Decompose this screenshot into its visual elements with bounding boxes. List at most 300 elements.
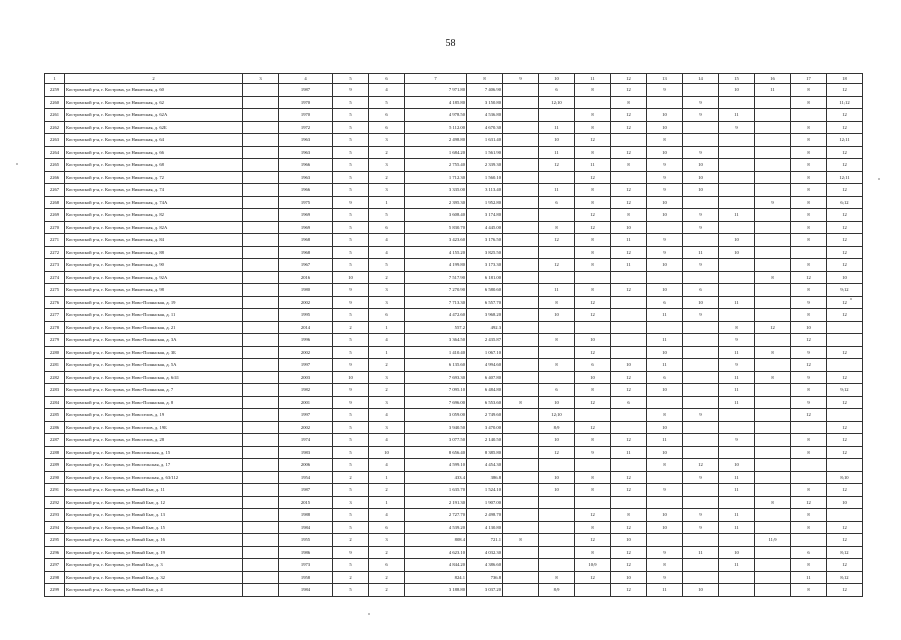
table-cell: 9: [333, 384, 369, 397]
table-cell: 9: [647, 546, 683, 559]
table-cell: 3: [369, 159, 405, 172]
table-cell: [503, 446, 539, 459]
table-cell: 8: [791, 159, 827, 172]
table-cell: 2: [369, 484, 405, 497]
table-cell: [683, 196, 719, 209]
table-cell: 6: [539, 84, 575, 97]
column-number: 17: [791, 74, 827, 84]
table-cell: 5: [333, 259, 369, 272]
table-cell: 12: [827, 484, 863, 497]
table-row: [45, 509, 863, 522]
table-cell: [755, 209, 791, 222]
table-cell: 10: [647, 284, 683, 297]
table-cell: [719, 221, 755, 234]
table-cell: 12: [539, 259, 575, 272]
table-cell: 2: [333, 321, 369, 334]
table-cell: 10: [719, 246, 755, 259]
scan-speck: [850, 298, 852, 300]
table-cell: 6 484.80: [467, 384, 503, 397]
table-cell: 4 185.80: [405, 96, 467, 109]
table-cell: [503, 196, 539, 209]
table-cell: 11: [719, 384, 755, 397]
row-number-cell: 2294: [45, 521, 65, 534]
column-number: 7: [405, 74, 467, 84]
address-cell: Костромской р-н, г. Кострома, ул Никитская, д. 74: [65, 184, 243, 197]
table-cell: 10: [719, 459, 755, 472]
table-cell: 1969: [279, 221, 333, 234]
table-cell: 8: [791, 584, 827, 597]
table-cell: 8: [539, 334, 575, 347]
table-cell: 8: [791, 384, 827, 397]
scan-speck: [16, 163, 18, 165]
table-cell: 6: [369, 109, 405, 122]
table-row: [45, 221, 863, 234]
table-cell: 8: [575, 184, 611, 197]
table-cell: 12: [827, 396, 863, 409]
column-number: 1: [45, 74, 65, 84]
table-cell: 10: [827, 271, 863, 284]
table-cell: [683, 234, 719, 247]
table-cell: 2 435.87: [467, 334, 503, 347]
table-cell: [243, 371, 279, 384]
table-row: [45, 371, 863, 384]
row-number-cell: 2268: [45, 196, 65, 209]
table-cell: [243, 146, 279, 159]
table-cell: 9: [791, 396, 827, 409]
table-cell: 5: [333, 246, 369, 259]
table-cell: [243, 271, 279, 284]
table-cell: 736.8: [467, 571, 503, 584]
table-cell: 10: [611, 221, 647, 234]
table-cell: [243, 421, 279, 434]
address-cell: Костромской р-н, г. Кострома, ул Ново-Полянская, д. 11: [65, 309, 243, 322]
table-cell: 2 395.30: [405, 196, 467, 209]
table-cell: 1954: [279, 471, 333, 484]
table-cell: [683, 559, 719, 572]
table-cell: [539, 559, 575, 572]
table-row: [45, 159, 863, 172]
table-cell: 8: [791, 171, 827, 184]
table-cell: 1997: [279, 359, 333, 372]
row-number-cell: 2279: [45, 334, 65, 347]
row-number-cell: 2278: [45, 321, 65, 334]
table-cell: 2: [333, 534, 369, 547]
table-cell: 8: [755, 346, 791, 359]
row-number-cell: 2299: [45, 584, 65, 597]
address-cell: Костромской р-н, г. Кострома, ул Ново-Полянская, д. 5А: [65, 359, 243, 372]
table-cell: [575, 584, 611, 597]
table-cell: 2 498.70: [467, 509, 503, 522]
table-cell: 10: [575, 334, 611, 347]
table-cell: [503, 571, 539, 584]
table-cell: 8: [791, 521, 827, 534]
row-number-cell: 2261: [45, 109, 65, 122]
table-cell: [683, 371, 719, 384]
table-cell: [755, 234, 791, 247]
table-cell: 10: [647, 521, 683, 534]
table-cell: 10: [647, 384, 683, 397]
table-cell: 2015: [279, 496, 333, 509]
table-cell: 808.4: [405, 534, 467, 547]
table-cell: [503, 384, 539, 397]
table-cell: 9: [791, 296, 827, 309]
table-cell: [755, 421, 791, 434]
column-number: 18: [827, 74, 863, 84]
table-row: [45, 309, 863, 322]
table-cell: 3 113.40: [467, 184, 503, 197]
table-cell: 12: [611, 434, 647, 447]
column-number: 14: [683, 74, 719, 84]
table-row: [45, 521, 863, 534]
table-cell: [503, 484, 539, 497]
table-cell: 12: [575, 171, 611, 184]
table-cell: 5: [333, 446, 369, 459]
table-cell: 8: [791, 284, 827, 297]
table-cell: [539, 346, 575, 359]
table-cell: [243, 409, 279, 422]
table-cell: 8: [575, 434, 611, 447]
table-cell: 6 553.60: [467, 396, 503, 409]
table-cell: [539, 534, 575, 547]
table-cell: 12: [827, 246, 863, 259]
table-cell: 11: [683, 246, 719, 259]
table-cell: 11: [719, 371, 755, 384]
table-cell: 9: [791, 371, 827, 384]
table-cell: [243, 259, 279, 272]
table-row: [45, 121, 863, 134]
table-cell: 8: [503, 534, 539, 547]
table-cell: 1 952.80: [467, 196, 503, 209]
table-cell: [755, 396, 791, 409]
row-number-cell: 2280: [45, 346, 65, 359]
table-cell: 8: [575, 146, 611, 159]
table-cell: 9: [647, 184, 683, 197]
table-cell: [683, 446, 719, 459]
table-cell: 2003: [279, 371, 333, 384]
table-cell: 12: [611, 584, 647, 597]
register-table: [44, 73, 863, 597]
table-cell: [755, 246, 791, 259]
table-cell: 12: [827, 184, 863, 197]
table-cell: [539, 109, 575, 122]
address-cell: Костромской р-н, г. Кострома, ул Новый Быт, д. 15: [65, 521, 243, 534]
table-cell: [755, 546, 791, 559]
table-cell: [243, 521, 279, 534]
table-cell: [243, 321, 279, 334]
table-cell: [243, 309, 279, 322]
table-cell: 1970: [279, 109, 333, 122]
address-cell: Костромской р-н, г. Кострома, ул Новоселов, д. 19: [65, 409, 243, 422]
table-cell: 8: [791, 121, 827, 134]
table-cell: 10: [647, 446, 683, 459]
table-cell: 2: [369, 146, 405, 159]
table-cell: 8;9: [539, 584, 575, 597]
table-cell: [243, 221, 279, 234]
table-cell: 9;12: [827, 284, 863, 297]
table-cell: 10: [539, 396, 575, 409]
table-cell: 12: [827, 296, 863, 309]
table-cell: [647, 534, 683, 547]
table-cell: 1968: [279, 246, 333, 259]
table-cell: 2 140.50: [467, 434, 503, 447]
table-cell: 12: [827, 221, 863, 234]
table-cell: 9: [333, 546, 369, 559]
table-cell: 3: [369, 296, 405, 309]
table-cell: 8: [791, 209, 827, 222]
address-cell: Костромской р-н, г. Кострома, ул Новый Быт, д. 11: [65, 484, 243, 497]
table-cell: 11: [719, 521, 755, 534]
table-cell: 6 407.80: [467, 371, 503, 384]
address-cell: Костромской р-н, г. Кострома, ул Новый Быт, д. 12: [65, 496, 243, 509]
table-cell: [755, 184, 791, 197]
table-cell: 3: [333, 496, 369, 509]
table-cell: [539, 371, 575, 384]
table-cell: [683, 271, 719, 284]
table-cell: 2: [369, 271, 405, 284]
table-cell: 11: [575, 159, 611, 172]
table-cell: 8: [791, 309, 827, 322]
address-cell: Костромской р-н, г. Кострома, ул Ново-Полянская, д. 3А: [65, 334, 243, 347]
table-cell: [719, 571, 755, 584]
table-cell: [683, 384, 719, 397]
table-cell: [539, 521, 575, 534]
table-cell: 10: [539, 471, 575, 484]
table-cell: [719, 584, 755, 597]
table-cell: 6 557.70: [467, 296, 503, 309]
table-cell: [503, 259, 539, 272]
table-row: [45, 571, 863, 584]
table-cell: [243, 496, 279, 509]
table-cell: 12: [611, 184, 647, 197]
table-cell: 8;12: [827, 546, 863, 559]
table-cell: [503, 321, 539, 334]
table-cell: [503, 521, 539, 534]
table-cell: 1968: [279, 234, 333, 247]
table-cell: 8: [791, 446, 827, 459]
row-number-cell: 2259: [45, 84, 65, 97]
table-cell: [755, 446, 791, 459]
table-cell: 8: [575, 259, 611, 272]
table-cell: 9: [647, 84, 683, 97]
table-cell: 3: [369, 184, 405, 197]
table-cell: [503, 134, 539, 147]
table-cell: 11: [683, 546, 719, 559]
table-cell: 1982: [279, 384, 333, 397]
table-cell: [503, 171, 539, 184]
table-cell: 6: [369, 121, 405, 134]
table-cell: 8: [791, 234, 827, 247]
table-cell: 12: [575, 509, 611, 522]
table-cell: 1963: [279, 134, 333, 147]
table-cell: [503, 146, 539, 159]
table-cell: [243, 434, 279, 447]
table-row: [45, 171, 863, 184]
table-cell: [755, 159, 791, 172]
table-cell: 1975: [279, 196, 333, 209]
row-number-cell: 2293: [45, 509, 65, 522]
table-cell: [503, 334, 539, 347]
table-cell: [611, 296, 647, 309]
table-cell: 8: [575, 84, 611, 97]
address-cell: Костромской р-н, г. Кострома, ул Никитская, д. 92А: [65, 271, 243, 284]
table-cell: 4: [369, 409, 405, 422]
table-cell: [683, 421, 719, 434]
table-cell: [243, 509, 279, 522]
table-cell: 5: [333, 584, 369, 597]
row-number-cell: 2297: [45, 559, 65, 572]
address-cell: Костромской р-н, г. Кострома, ул Никитская, д. 62Б: [65, 121, 243, 134]
table-cell: [719, 146, 755, 159]
table-cell: 10: [611, 534, 647, 547]
table-cell: 5: [333, 209, 369, 222]
table-cell: 1 684.20: [405, 146, 467, 159]
table-cell: 12;11: [827, 171, 863, 184]
table-cell: [503, 209, 539, 222]
table-cell: [683, 359, 719, 372]
table-cell: [539, 209, 575, 222]
table-cell: 7 095.10: [405, 384, 467, 397]
table-cell: 9: [683, 221, 719, 234]
table-cell: 12: [575, 209, 611, 222]
address-cell: Костромской р-н, г. Кострома, ул Никитская, д. 64: [65, 134, 243, 147]
address-cell: Костромской р-н, г. Кострома, ул Никитская, д. 72: [65, 171, 243, 184]
table-cell: 1: [369, 496, 405, 509]
row-number-cell: 2284: [45, 396, 65, 409]
table-cell: 5: [369, 209, 405, 222]
table-cell: [503, 346, 539, 359]
table-cell: [755, 471, 791, 484]
table-row: [45, 146, 863, 159]
address-cell: Костромской р-н, г. Кострома, ул Ново-Полянская, д. 6/41: [65, 371, 243, 384]
table-cell: [539, 496, 575, 509]
table-cell: 10: [539, 309, 575, 322]
table-cell: [243, 296, 279, 309]
table-cell: 8;10: [827, 471, 863, 484]
row-number-cell: 2275: [45, 284, 65, 297]
table-cell: 7 517.90: [405, 271, 467, 284]
table-cell: [755, 521, 791, 534]
table-cell: [755, 334, 791, 347]
table-cell: [243, 234, 279, 247]
table-cell: [503, 371, 539, 384]
table-cell: 11;9: [755, 534, 791, 547]
table-cell: 8: [575, 234, 611, 247]
table-cell: 4: [369, 84, 405, 97]
table-cell: 3 335.00: [405, 184, 467, 197]
table-cell: 5: [333, 346, 369, 359]
table-cell: [755, 509, 791, 522]
table-cell: 4: [369, 234, 405, 247]
row-number-cell: 2272: [45, 246, 65, 259]
row-number-cell: 2265: [45, 159, 65, 172]
table-cell: 1970: [279, 96, 333, 109]
row-number-cell: 2277: [45, 309, 65, 322]
table-cell: 6 580.60: [467, 284, 503, 297]
table-cell: 4: [369, 334, 405, 347]
table-cell: 9: [333, 359, 369, 372]
table-cell: 9: [683, 259, 719, 272]
table-cell: [243, 209, 279, 222]
table-cell: 8: [791, 96, 827, 109]
table-cell: 9: [719, 334, 755, 347]
table-cell: [755, 484, 791, 497]
table-cell: [503, 96, 539, 109]
table-cell: [611, 496, 647, 509]
table-cell: 9: [647, 159, 683, 172]
table-cell: 4 155.20: [405, 246, 467, 259]
table-cell: 10: [683, 171, 719, 184]
address-cell: Костромской р-н, г. Кострома, ул Ново-Полянская, д. 21: [65, 321, 243, 334]
table-cell: 11: [719, 396, 755, 409]
table-cell: [503, 271, 539, 284]
table-cell: 1 907.00: [467, 496, 503, 509]
row-number-cell: 2266: [45, 171, 65, 184]
column-number: 12: [611, 74, 647, 84]
table-cell: 9: [683, 509, 719, 522]
table-cell: [503, 309, 539, 322]
address-cell: Костромской р-н, г. Кострома, ул Ново-Полянская, д. 3Б: [65, 346, 243, 359]
table-cell: [611, 421, 647, 434]
table-cell: [827, 409, 863, 422]
table-cell: [755, 121, 791, 134]
table-cell: [719, 309, 755, 322]
table-cell: 8: [719, 321, 755, 334]
table-cell: 12: [827, 109, 863, 122]
table-cell: 12;10: [539, 96, 575, 109]
table-cell: 1987: [279, 484, 333, 497]
table-cell: 12: [791, 334, 827, 347]
table-cell: 2: [369, 546, 405, 559]
table-cell: 5: [369, 96, 405, 109]
address-cell: Костромской р-н, г. Кострома, ул Новосельская, д. 17: [65, 459, 243, 472]
table-cell: 3: [369, 134, 405, 147]
table-cell: [503, 246, 539, 259]
table-cell: 6: [369, 521, 405, 534]
table-cell: 2: [369, 384, 405, 397]
table-cell: 1: [369, 321, 405, 334]
table-cell: [503, 221, 539, 234]
column-number: 8: [467, 74, 503, 84]
table-cell: 6: [575, 359, 611, 372]
table-cell: 4 032.30: [467, 546, 503, 559]
table-body: [45, 84, 863, 597]
table-cell: 8: [575, 384, 611, 397]
table-cell: 8: [791, 509, 827, 522]
table-cell: 1984: [279, 521, 333, 534]
table-cell: [611, 346, 647, 359]
column-number: 11: [575, 74, 611, 84]
address-cell: Костромской р-н, г. Кострома, ул Новый Быт, д. 4: [65, 584, 243, 597]
table-cell: 6: [647, 296, 683, 309]
table-cell: 2002: [279, 296, 333, 309]
table-cell: 9: [683, 209, 719, 222]
row-number-cell: 2287: [45, 434, 65, 447]
table-cell: 8: [791, 84, 827, 97]
row-number-cell: 2274: [45, 271, 65, 284]
table-cell: 12: [827, 371, 863, 384]
table-cell: 5: [333, 509, 369, 522]
table-cell: 1 560.10: [467, 171, 503, 184]
table-cell: 5: [333, 459, 369, 472]
table-cell: [611, 134, 647, 147]
table-row: [45, 396, 863, 409]
address-cell: Костромской р-н, г. Кострома, ул Новый Быт, д. 13: [65, 509, 243, 522]
table-cell: [243, 534, 279, 547]
table-cell: 8: [575, 521, 611, 534]
table-cell: [243, 196, 279, 209]
table-cell: 1 067.10: [467, 346, 503, 359]
table-cell: [719, 271, 755, 284]
